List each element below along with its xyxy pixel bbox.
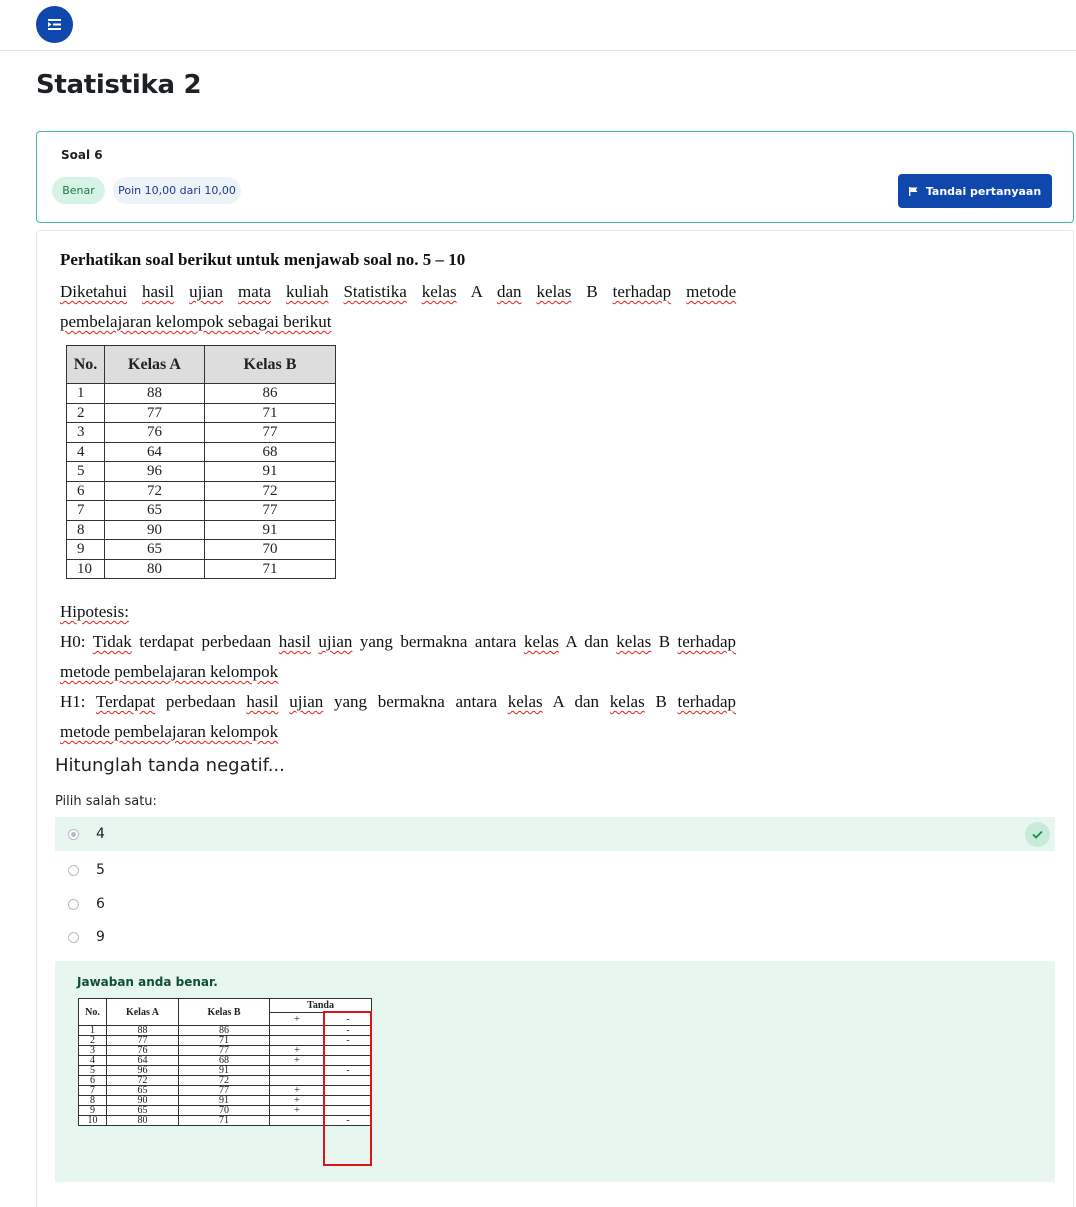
feedback-text: Jawaban anda benar. [77, 975, 218, 989]
data-table-row [67, 462, 336, 482]
feedback-table-cell: 90 [107, 1096, 179, 1106]
answer-label-4: 9 [96, 929, 105, 945]
answer-prompt: Pilih salah satu: [55, 794, 157, 809]
feedback-table-cell: 91 [179, 1066, 270, 1076]
flag-question-button[interactable] [898, 174, 1052, 208]
feedback-table-cell: 96 [107, 1066, 179, 1076]
data-table-cell: 7 [67, 501, 105, 521]
table-header-row [67, 346, 336, 384]
data-table-cell: 10 [67, 559, 105, 579]
negative-sign-highlight [323, 1011, 372, 1166]
data-table [66, 345, 336, 579]
feedback-table-cell [270, 1036, 325, 1046]
feedback-table-cell: 77 [107, 1036, 179, 1046]
feedback-table-cell: - [325, 1036, 372, 1046]
data-table-cell: 72 [205, 481, 336, 501]
feedback-table-cell: - [325, 1026, 372, 1036]
data-table-cell: 65 [105, 540, 205, 560]
data-table-cell: 70 [205, 540, 336, 560]
fb-header-kelas-b: Kelas B [179, 999, 270, 1026]
drawer-toggle-button[interactable] [36, 6, 73, 43]
header-kelas-a: Kelas A [105, 346, 205, 384]
data-table-cell: 90 [105, 520, 205, 540]
answer-radio-4[interactable] [68, 932, 79, 943]
feedback-table-cell: 77 [179, 1046, 270, 1056]
data-table-row [67, 520, 336, 540]
data-table-cell: 76 [105, 423, 205, 443]
feedback-table-cell: 71 [179, 1036, 270, 1046]
question-info-panel [36, 131, 1074, 223]
feedback-table-cell: 7 [79, 1086, 107, 1096]
feedback-table-cell [270, 1066, 325, 1076]
feedback-table-cell: 86 [179, 1026, 270, 1036]
page-title: Statistika 2 [36, 70, 202, 100]
answer-label-3: 6 [96, 896, 105, 912]
question-heading: Perhatikan soal berikut untuk menjawab soal no. 5 – 10 [60, 250, 466, 269]
feedback-table-cell: 65 [107, 1086, 179, 1096]
feedback-table-cell: 2 [79, 1036, 107, 1046]
data-table-row [67, 540, 336, 560]
h1-line-2: metode pembelajaran kelompok [60, 722, 279, 741]
feedback-table-cell: 80 [107, 1116, 179, 1126]
data-table-cell: 77 [205, 501, 336, 521]
feedback-table-cell: + [270, 1106, 325, 1116]
feedback-table-cell: 77 [179, 1086, 270, 1096]
h0-line-2: metode pembelajaran kelompok [60, 662, 279, 681]
data-table-row [67, 423, 336, 443]
data-table-cell: 8 [67, 520, 105, 540]
answer-option-1[interactable] [55, 817, 1055, 851]
feedback-table-cell: 88 [107, 1026, 179, 1036]
fb-header-no: No. [79, 999, 107, 1026]
feedback-table-cell [270, 1076, 325, 1086]
header-no: No. [67, 346, 105, 384]
data-table-cell: 6 [67, 481, 105, 501]
feedback-table-cell: 5 [79, 1066, 107, 1076]
answer-option-3[interactable] [55, 887, 1055, 921]
fb-header-tanda: Tanda [270, 999, 372, 1013]
feedback-table-cell: - [325, 1066, 372, 1076]
feedback-table-cell [270, 1026, 325, 1036]
feedback-table-cell: + [270, 1096, 325, 1106]
h0-line-1: H0: Tidak terdapat perbedaan hasil ujian yang bermakna antara kelas A dan kelas B terhadap [60, 632, 737, 651]
feedback-table-cell: 65 [107, 1106, 179, 1116]
feedback-table-cell: 8 [79, 1096, 107, 1106]
data-table-cell: 2 [67, 403, 105, 423]
data-table-cell: 86 [205, 384, 336, 404]
data-table-row [67, 481, 336, 501]
feedback-table-cell: + [270, 1056, 325, 1066]
data-table-cell: 71 [205, 403, 336, 423]
hipotesis-label: Hipotesis: [60, 602, 129, 621]
data-table-row [67, 384, 336, 404]
feedback-table-cell: 72 [107, 1076, 179, 1086]
fb-header-plus: + [270, 1013, 325, 1026]
data-table-cell: 77 [105, 403, 205, 423]
feedback-table-cell: 10 [79, 1116, 107, 1126]
data-table-cell: 77 [205, 423, 336, 443]
data-table-cell: 4 [67, 442, 105, 462]
feedback-table-cell: 76 [107, 1046, 179, 1056]
feedback-table-cell: 70 [179, 1106, 270, 1116]
data-table-cell: 68 [205, 442, 336, 462]
data-table-cell: 64 [105, 442, 205, 462]
data-table-cell: 72 [105, 481, 205, 501]
feedback-table-cell [270, 1116, 325, 1126]
top-bar [0, 0, 1076, 51]
feedback-table-cell: + [270, 1086, 325, 1096]
answer-radio-3[interactable] [68, 899, 79, 910]
answer-radio-2[interactable] [68, 865, 79, 876]
feedback-table-cell: 1 [79, 1026, 107, 1036]
feedback-table-cell: 91 [179, 1096, 270, 1106]
data-table-cell: 5 [67, 462, 105, 482]
answer-label-1: 4 [96, 826, 105, 842]
h1-line-1: H1: Terdapat perbedaan hasil ujian yang bermakna antara kelas A dan kelas B terhadap [60, 692, 737, 711]
answer-option-2[interactable] [55, 853, 1055, 887]
data-table-row [67, 501, 336, 521]
data-table-row [67, 403, 336, 423]
flag-question-label: Tandai pertanyaan [925, 184, 1042, 198]
feedback-table-cell: 6 [79, 1076, 107, 1086]
check-icon [1025, 822, 1050, 847]
flag-icon [909, 187, 918, 196]
answer-radio-1[interactable] [68, 829, 79, 840]
feedback-table-cell: - [325, 1116, 372, 1126]
answer-option-4[interactable] [55, 920, 1055, 954]
data-table-row [67, 442, 336, 462]
feedback-table-cell: 68 [179, 1056, 270, 1066]
feedback-table-cell: 72 [179, 1076, 270, 1086]
data-table-cell: 3 [67, 423, 105, 443]
answer-label-2: 5 [96, 862, 105, 878]
drawer-toggle-icon [48, 19, 61, 30]
header-kelas-b: Kelas B [205, 346, 336, 384]
intro-line-1: Diketahui hasil ujian mata kuliah Statistika kelas A dan kelas B terhadap metode [60, 282, 737, 301]
question-number: Soal 6 [61, 148, 103, 162]
question-text: Hitunglah tanda negatif... [55, 755, 285, 776]
data-table-cell: 88 [105, 384, 205, 404]
feedback-table-cell: 64 [107, 1056, 179, 1066]
feedback-table-cell: 9 [79, 1106, 107, 1116]
data-table-cell: 91 [205, 520, 336, 540]
state-badge: Benar [52, 177, 105, 204]
data-table-cell: 71 [205, 559, 336, 579]
feedback-table-cell: 71 [179, 1116, 270, 1126]
fb-header-minus: - [325, 1013, 372, 1026]
data-table-cell: 91 [205, 462, 336, 482]
feedback-table-cell: 4 [79, 1056, 107, 1066]
data-table-cell: 80 [105, 559, 205, 579]
grade-badge: Poin 10,00 dari 10,00 [113, 177, 241, 204]
feedback-table-cell: 3 [79, 1046, 107, 1056]
data-table-cell: 96 [105, 462, 205, 482]
feedback-table-cell: + [270, 1046, 325, 1056]
data-table-cell: 1 [67, 384, 105, 404]
data-table-row [67, 559, 336, 579]
intro-line-2: pembelajaran kelompok sebagai berikut [60, 312, 332, 331]
data-table-cell: 65 [105, 501, 205, 521]
data-table-cell: 9 [67, 540, 105, 560]
fb-header-kelas-a: Kelas A [107, 999, 179, 1026]
